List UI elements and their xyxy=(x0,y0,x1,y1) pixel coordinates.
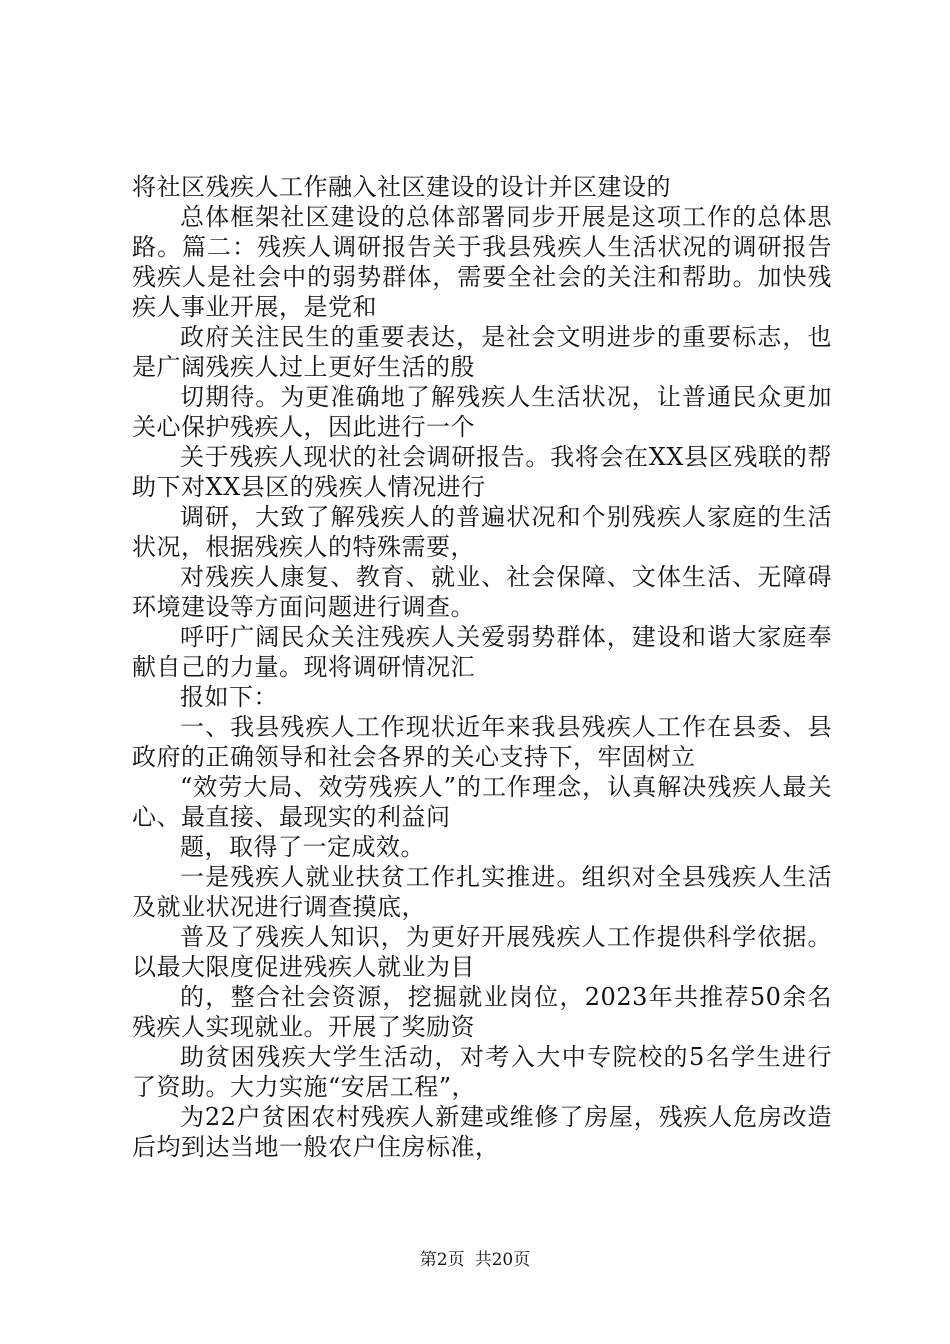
paragraph: 切期待。为更准确地了解残疾人生活状况，让普通民众更加关心保护残疾人，因此进行一个 xyxy=(132,383,832,441)
paragraph: 报如下： xyxy=(180,683,278,711)
paragraph: 的，整合社会资源，挖掘就业岗位，2023年共推荐50余名残疾人实现就业。开展了奖励资 xyxy=(132,983,832,1041)
paragraph: 总体框架社区建设的总体部署同步开展是这项工作的总体思路。篇二：残疾人调研报告关于我县残疾人生活状况的调研报告残疾人是社会中的弱势群体，需要全社会的关注和帮助。加快残疾人事业开展，是党和 xyxy=(132,203,832,321)
page-footer xyxy=(0,1245,950,1270)
paragraph: 普及了残疾人知识，为更好开展残疾人工作提供科学依据。以最大限度促进残疾人就业为目 xyxy=(132,923,832,981)
paragraph: “效劳大局、效劳残疾人”的工作理念，认真解决残疾人最关心、最直接、最现实的利益问 xyxy=(132,773,832,831)
paragraph: 呼吁广阔民众关注残疾人关爱弱势群体，建设和谐大家庭奉献自己的力量。现将调研情况汇 xyxy=(132,623,832,681)
paragraph: 对残疾人康复、教育、就业、社会保障、文体生活、无障碍环境建设等方面问题进行调查。 xyxy=(132,563,832,621)
paragraph: 调研，大致了解残疾人的普遍状况和个别残疾人家庭的生活状况，根据残疾人的特殊需要， xyxy=(132,503,832,561)
paragraph: 一、我县残疾人工作现状近年来我县残疾人工作在县委、县政府的正确领导和社会各界的关心支持下，牢固树立 xyxy=(132,713,832,771)
paragraph: 政府关注民生的重要表达，是社会文明进步的重要标志，也是广阔残疾人过上更好生活的殷 xyxy=(132,323,832,381)
paragraph: 为22户贫困农村残疾人新建或维修了房屋，残疾人危房改造后均到达当地一般农户住房标准， xyxy=(132,1103,832,1161)
paragraph: 关于残疾人现状的社会调研报告。我将会在XX县区残联的帮助下对XX县区的残疾人情况进行 xyxy=(132,443,832,501)
paragraph: 一是残疾人就业扶贫工作扎实推进。组织对全县残疾人生活及就业状况进行调查摸底， xyxy=(132,863,832,921)
page-number: 第2页 xyxy=(419,1250,465,1270)
paragraph: 将社区残疾人工作融入社区建设的设计并区建设的 xyxy=(132,173,671,201)
paragraph: 题，取得了一定成效。 xyxy=(180,833,425,861)
document-body xyxy=(132,172,832,1162)
paragraph: 助贫困残疾大学生活动，对考入大中专院校的5名学生进行了资助。大力实施“安居工程”， xyxy=(132,1043,832,1101)
page-total: 共20页 xyxy=(474,1250,531,1270)
